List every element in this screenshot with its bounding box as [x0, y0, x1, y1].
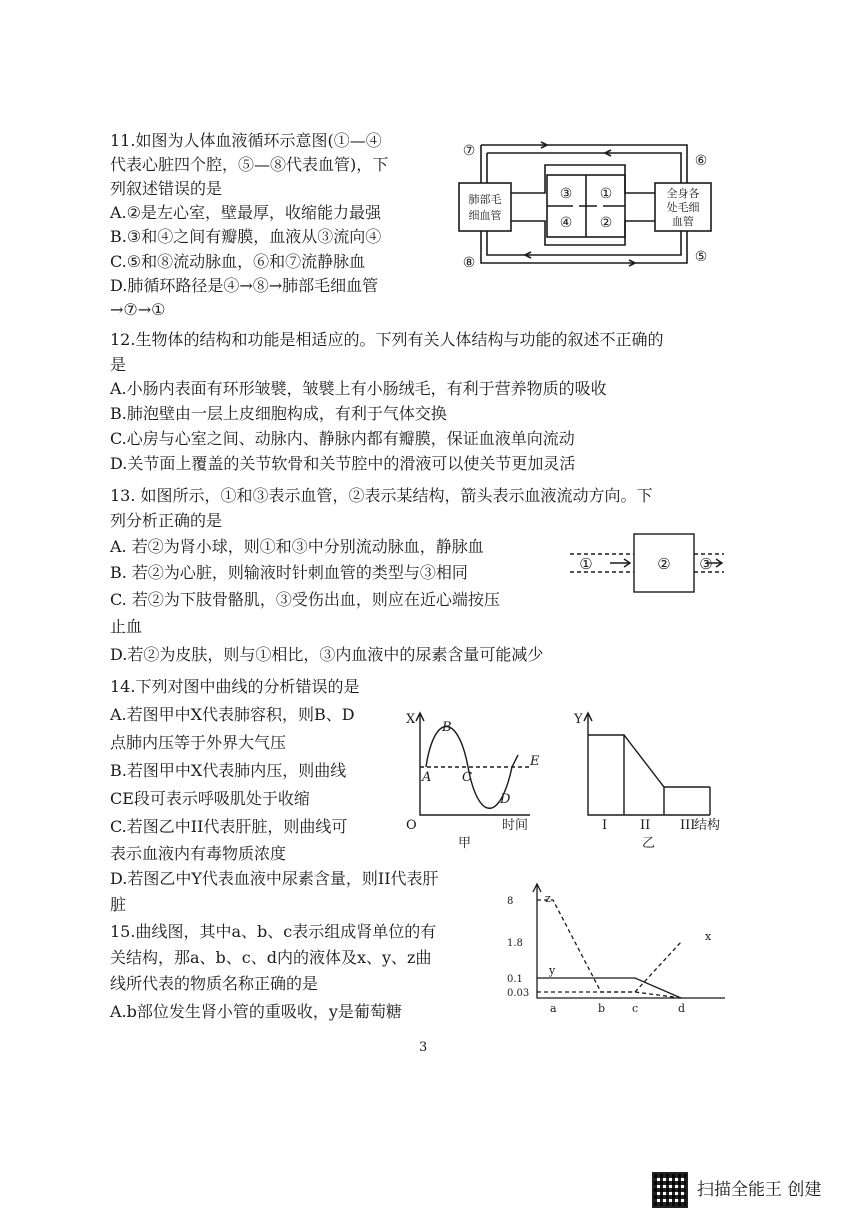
chart-yi [570, 705, 730, 855]
q13-stem: 列分析正确的是 [110, 511, 223, 530]
yi-y-axis-label: Y [574, 712, 583, 727]
q14-option-c: 表示血液内有毒物质浓度 [110, 844, 287, 863]
series-label-x: x [705, 930, 712, 943]
body-capillary-label: 血管 [672, 215, 694, 228]
qr-code-icon [652, 1172, 688, 1208]
vessel-3-label: ③ [699, 555, 713, 573]
chamber-1: ① [599, 186, 613, 202]
q11-line: 11.如图为人体血液循环示意图(①—④ [110, 131, 382, 150]
body-capillary-label: 处毛细 [666, 201, 700, 214]
q14-option-a: 点肺内压等于外界大气压 [110, 733, 287, 752]
jia-point-e: E [530, 754, 540, 769]
yi-section-1: I [602, 818, 608, 833]
jia-point-b: B [442, 720, 452, 735]
x-category-label: c [632, 1002, 639, 1015]
q12-option-c: C.心房与心室之间、动脉内、静脉内都有瓣膜，保证血液单向流动 [110, 429, 575, 448]
y-tick-label: 0.03 [507, 988, 530, 999]
x-category-label: d [678, 1002, 686, 1015]
chamber-2: ② [599, 215, 613, 231]
circulation-diagram [455, 135, 715, 275]
y-tick-label: 8 [507, 896, 514, 907]
y-tick-label: 1.8 [507, 938, 523, 949]
jia-origin-label: O [406, 818, 417, 833]
vessel-label-5: ⑤ [694, 249, 708, 265]
lung-capillary-label: 肺部毛 [468, 193, 502, 206]
q14-option-d: D.若图乙中Y代表血液中尿素含量，则II代表肝 [110, 869, 439, 888]
structure-2-label: ② [657, 555, 671, 573]
yi-section-3: III [680, 818, 696, 833]
yi-section-2: II [640, 818, 651, 833]
series-line-x [537, 942, 681, 992]
q11-line: 代表心脏四个腔，⑤—⑧代表血管)，下 [110, 155, 389, 174]
q14-option-b: CE段可表示呼吸肌处于收缩 [110, 789, 310, 808]
vessel-label-7: ⑦ [462, 143, 476, 159]
q13-option-c: 止血 [110, 617, 143, 636]
q11-line: →⑦→① [110, 300, 166, 319]
q12-option-a: A.小肠内表面有环形皱襞，皱襞上有小肠绒毛，有利于营养物质的吸收 [110, 379, 607, 398]
body-capillary-label: 全身各 [666, 187, 700, 200]
x-category-label: a [550, 1002, 557, 1015]
q15-stem: 关结构，那a、b、c、d内的液体及x、y、z曲 [110, 948, 432, 967]
chamber-4: ④ [559, 215, 573, 231]
y-tick-label: 0.1 [507, 974, 523, 985]
q15-stem: 线所代表的物质名称正确的是 [110, 974, 319, 993]
q14-option-b: B.若图甲中X代表肺内压，则曲线 [110, 761, 347, 780]
vessel-label-6: ⑥ [694, 153, 708, 169]
vessel-label-8: ⑧ [462, 255, 476, 271]
q14-option-a: A.若图甲中X代表肺容积，则B、D [110, 705, 355, 724]
lung-capillary-label: 细血管 [468, 209, 502, 222]
q12-option-d: D.关节面上覆盖的关节软骨和关节腔中的滑液可以使关节更加灵活 [110, 454, 576, 473]
jia-caption: 甲 [458, 836, 472, 851]
q12-stem: 12.生物体的结构和功能是相适应的。下列有关人体结构与功能的叙述不正确的 [110, 330, 664, 349]
blood-flow-diagram [566, 532, 728, 594]
yi-x-axis-label: 结构 [694, 818, 721, 833]
q12-stem: 是 [110, 355, 127, 374]
q14-option-c: C.若图乙中II代表肝脏，则曲线可 [110, 817, 348, 836]
q11-option-c: C.⑤和⑧流动脉血，⑥和⑦流静脉血 [110, 252, 366, 271]
jia-point-a: A [422, 770, 432, 785]
jia-y-axis-label: X [406, 712, 416, 727]
series-line-z [537, 900, 681, 998]
chart-jia [400, 705, 560, 855]
q14-stem: 14.下列对图中曲线的分析错误的是 [110, 677, 360, 696]
jia-x-axis-label: 时间 [502, 818, 529, 833]
series-label-z: z [545, 892, 551, 905]
q13-option-a: A. 若②为肾小球，则①和③中分别流动脉血，静脉血 [110, 537, 484, 556]
chamber-3: ③ [559, 186, 573, 202]
yi-caption: 乙 [642, 836, 656, 851]
vessel-1-label: ① [579, 555, 593, 573]
nephron-chart [505, 880, 730, 1020]
q14-option-d: 脏 [110, 895, 127, 914]
series-label-y: y [549, 964, 556, 977]
page-number: 3 [419, 1040, 428, 1055]
x-category-label: b [598, 1002, 606, 1015]
q11-option-a: A.②是左心室，壁最厚，收缩能力最强 [110, 203, 381, 222]
q13-option-d: D.若②为皮肤，则与①相比，③内血液中的尿素含量可能减少 [110, 645, 544, 664]
q11-line: 列叙述错误的是 [110, 179, 223, 198]
q15-option-a: A.b部位发生肾小管的重吸收，y是葡萄糖 [110, 1002, 402, 1021]
q11-option-d: D.肺循环路径是④→⑧→肺部毛细血管 [110, 276, 379, 295]
scanner-watermark: 扫描全能王 创建 [697, 1180, 822, 1200]
jia-point-c: C [462, 770, 472, 785]
q13-option-c: C. 若②为下肢骨骼肌，③受伤出血，则应在近心端按压 [110, 590, 500, 609]
q13-option-b: B. 若②为心脏，则输液时针刺血管的类型与③相同 [110, 563, 468, 582]
jia-point-d: D [500, 792, 511, 807]
q13-stem: 13. 如图所示，①和③表示血管，②表示某结构，箭头表示血液流动方向。下 [110, 486, 653, 505]
q12-option-b: B.肺泡壁由一层上皮细胞构成，有利于气体交换 [110, 404, 447, 423]
q11-option-b: B.③和④之间有瓣膜，血液从③流向④ [110, 227, 382, 246]
q15-stem: 15.曲线图，其中a、b、c表示组成肾单位的有 [110, 922, 437, 941]
